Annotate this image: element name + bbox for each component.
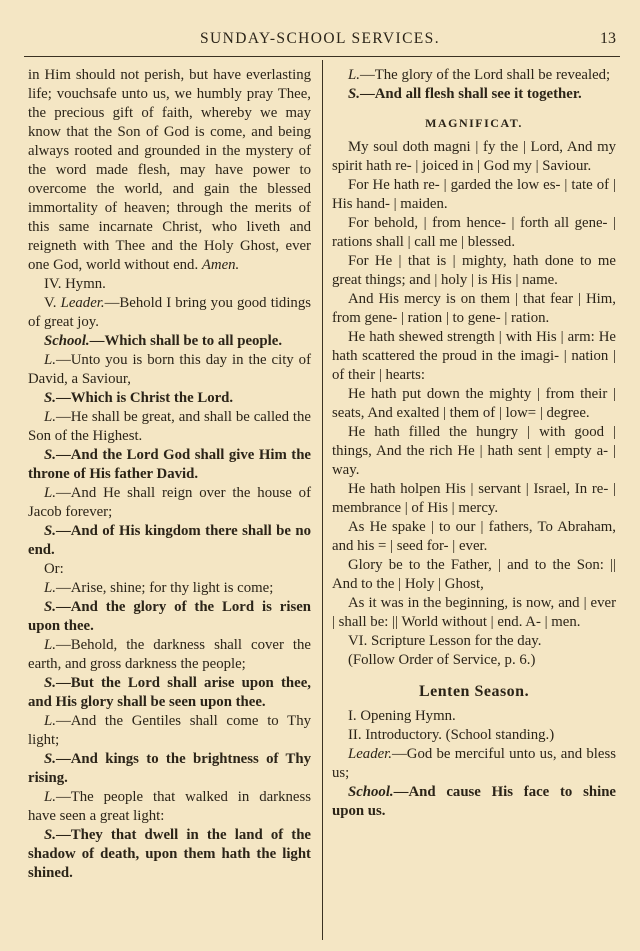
canticle-verse: For behold, | from hence- | forth all gene- | rations shall | call me | blessed. — [332, 215, 616, 250]
header-rule — [24, 56, 620, 57]
school-verse: S.—Which is Christ the Lord. — [44, 390, 234, 406]
gloria-verse: Glory be to the Father, | and to the Son: || And to the | Holy | Ghost, — [332, 557, 616, 592]
right-column — [332, 66, 616, 821]
running-head: SUNDAY-SCHOOL SERVICES. — [200, 30, 440, 47]
school-response: School.—Which shall be to all people. — [44, 333, 283, 349]
column-divider — [322, 60, 323, 940]
school-response: School.—And cause His face to shine upon us. — [332, 784, 616, 819]
introductory-item: II. Introductory. (School standing.) — [348, 727, 555, 743]
leader-line: V. Leader.—Behold I bring you good tidings of great joy. — [28, 295, 311, 330]
canticle-verse: My soul doth magni | fy the | Lord, And my spirit hath re- | joiced in | God my | Saviour. — [332, 139, 616, 174]
amen: Amen. — [201, 257, 240, 273]
canticle-verse: He hath filled the hungry | with good | things, And the rich He | hath sent | empty a- | way. — [332, 424, 616, 478]
school-verse: S.—And the glory of the Lord is risen upon thee. — [28, 599, 311, 634]
left-column — [28, 66, 311, 883]
page-header — [0, 0, 640, 56]
school-verse: S.—They that dwell in the land of the shadow of death, upon them hath the light shined. — [28, 827, 311, 881]
leader-verse: L.—Unto you is born this day in the city of David, a Saviour, — [28, 352, 311, 387]
school-verse: S.—And of His kingdom there shall be no end. — [28, 523, 311, 558]
lenten-season-heading: Lenten Season. — [418, 683, 530, 700]
leader-verse: L.—Arise, shine; for thy light is come; — [44, 580, 274, 596]
leader-verse: L.—The people that walked in darkness have seen a great light: — [28, 789, 311, 824]
hymn-item: IV. Hymn. — [44, 276, 106, 292]
canticle-verse: He hath shewed strength | with His | arm: He hath scattered the proud in the imagi- | nation | of their | hearts: — [332, 329, 616, 383]
leader-verse: L.—The glory of the Lord shall be revealed; — [348, 67, 611, 83]
magnificat-heading: MAGNIFICAT. — [425, 116, 523, 130]
leader-verse: L.—And the Gentiles shall come to Thy light; — [28, 713, 311, 748]
canticle-verse: He hath put down the mighty | from their | seats, And exalted | them of | low= | degree. — [332, 386, 616, 421]
scripture-lesson-item: VI. Scripture Lesson for the day. — [348, 633, 542, 649]
canticle-verse: For He hath re- | garded the low es- | tate of | His hand- | maiden. — [332, 177, 616, 212]
leader-verse: L.—And He shall reign over the house of Jacob forever; — [28, 485, 311, 520]
canticle-verse: As He spake | to our | fathers, To Abraham, and his = | seed for- | ever. — [332, 519, 616, 554]
opening-hymn-item: I. Opening Hymn. — [348, 708, 456, 724]
follow-order-note: (Follow Order of Service, p. 6.) — [348, 652, 536, 668]
page-number: 13 — [600, 30, 616, 47]
school-verse: S.—And kings to the brightness of Thy rising. — [28, 751, 311, 786]
canticle-verse: For He | that is | mighty, hath done to me great things; and | holy | is His | name. — [332, 253, 616, 288]
school-verse: S.—And the Lord God shall give Him the throne of His father David. — [28, 447, 311, 482]
canticle-verse: He hath holpen His | servant | Israel, In re- | membrance | of His | mercy. — [332, 481, 616, 516]
leader-verse: L.—Behold, the darkness shall cover the earth, and gross darkness the people; — [28, 637, 311, 672]
school-verse: S.—And all flesh shall see it together. — [348, 86, 582, 102]
gloria-verse: As it was in the beginning, is now, and | ever | shall be: || World without | end. A- | men. — [332, 595, 616, 630]
school-verse: S.—But the Lord shall arise upon thee, and His glory shall be seen upon thee. — [28, 675, 311, 710]
collect-paragraph: in Him should not perish, but have everlasting life; vouchsafe unto us, we humbly pray Thee, the precious gift of faith, whereby we may know that the Son of God is come, and being always rooted and grounded in the mystery of the word made flesh, may have power to overcome the world, and gain the blessed immortality of heaven; through the merits of this same incarnate Christ, who liveth and reigneth with Thee and the Holy Ghost, ever one God, world without end. Amen. — [28, 67, 311, 273]
leader-verse: L.—He shall be great, and shall be called the Son of the Highest. — [28, 409, 311, 444]
canticle-verse: And His mercy is on them | that fear | Him, from gene- | ration | to gene- | ration. — [332, 291, 616, 326]
leader-line: Leader.—God be merciful unto us, and bless us; — [332, 746, 616, 781]
or-line: Or: — [44, 561, 64, 577]
